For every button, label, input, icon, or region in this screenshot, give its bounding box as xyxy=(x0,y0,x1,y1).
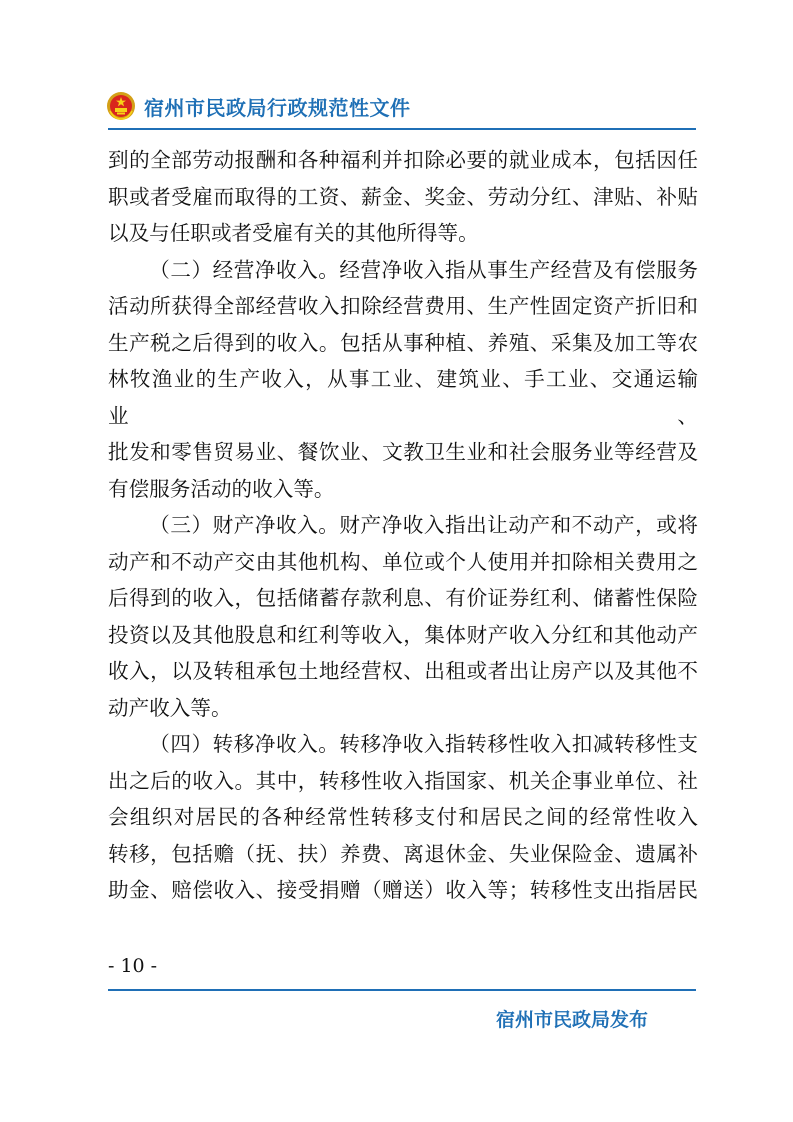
paragraph-line: 生产税之后得到的收入。包括从事种植、养殖、采集及加工等农 xyxy=(108,330,698,355)
national-emblem-icon xyxy=(106,91,136,121)
header-divider xyxy=(108,128,696,130)
paragraph-line: 会组织对居民的各种经常性转移支付和居民之间的经常性收入 xyxy=(108,805,698,829)
paragraph-line: （二）经营净收入。经营净收入指从事生产经营及有偿服务 xyxy=(149,257,698,282)
paragraph-line: 以及与任职或者受雇有关的其他所得等。 xyxy=(108,221,479,245)
paragraph-line: 林牧渔业的生产收入，从事工业、建筑业、手工业、交通运输业、 xyxy=(108,367,698,428)
document-body xyxy=(108,142,698,909)
paragraph-line: 收入，以及转租承包土地经营权、出租或者出让房产以及其他不 xyxy=(108,659,698,683)
paragraph-line: 职或者受雇而取得的工资、薪金、奖金、劳动分红、津贴、补贴 xyxy=(108,184,698,209)
document-header xyxy=(106,86,411,126)
page-number: - 10 - xyxy=(108,955,158,977)
paragraph-line: 后得到的收入，包括储蓄存款利息、有价证券红利、储蓄性保险 xyxy=(108,586,698,610)
paragraph-line: 动产和不动产交由其他机构、单位或个人使用并扣除相关费用之 xyxy=(108,549,698,574)
header-title: 宿州市民政局行政规范性文件 xyxy=(144,95,411,120)
paragraph-line: 助金、赔偿收入、接受捐赠（赠送）收入等；转移性支出指居民 xyxy=(108,878,698,902)
paragraph-line: 批发和零售贸易业、餐饮业、文教卫生业和社会服务业等经营及 xyxy=(108,440,698,464)
paragraph-line: （三）财产净收入。财产净收入指出让动产和不动产，或将 xyxy=(149,513,698,537)
footer-publisher: 宿州市民政局发布 xyxy=(495,1009,648,1031)
paragraph-line: 活动所获得全部经营收入扣除经营费用、生产性固定资产折旧和 xyxy=(108,294,698,318)
paragraph-line: 投资以及其他股息和红利等收入，集体财产收入分红和其他动产 xyxy=(108,622,698,647)
footer-divider xyxy=(108,989,696,991)
paragraph-line: 有偿服务活动的收入等。 xyxy=(108,476,335,501)
paragraph-line: 出之后的收入。其中，转移性收入指国家、机关企事业单位、社 xyxy=(108,768,698,793)
paragraph-line: （四）转移净收入。转移净收入指转移性收入扣减转移性支 xyxy=(149,732,698,756)
paragraph-line: 动产收入等。 xyxy=(108,695,232,720)
paragraph-line: 到的全部劳动报酬和各种福利并扣除必要的就业成本，包括因任 xyxy=(108,148,698,172)
paragraph-line: 转移，包括赡（抚、扶）养费、离退休金、失业保险金、遗属补 xyxy=(108,841,698,866)
